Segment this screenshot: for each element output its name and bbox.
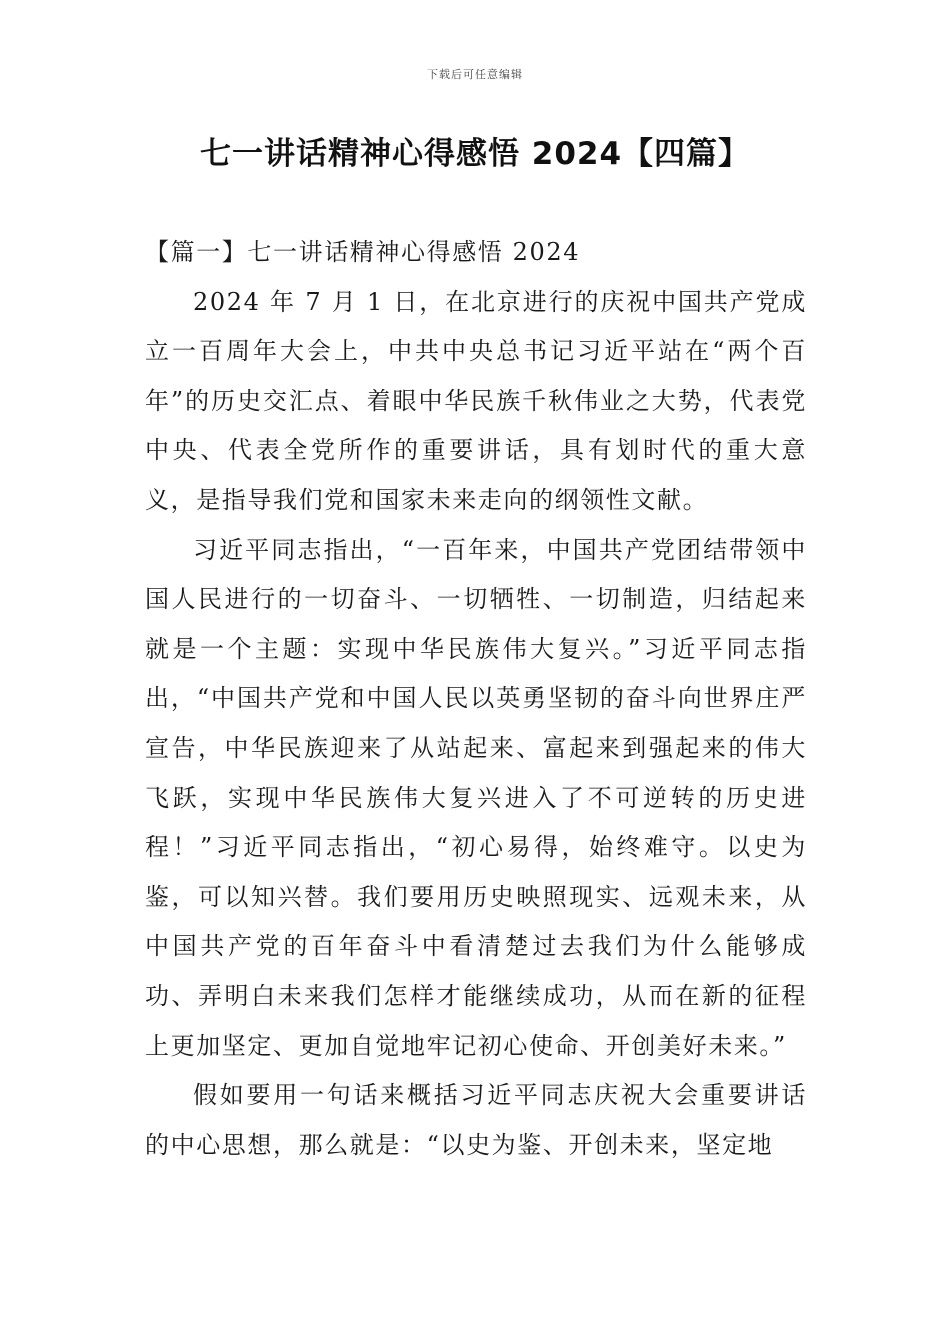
paragraph-2: 习近平同志指出，“一百年来，中国共产党团结带领中国人民进行的一切奋斗、一切牺牲、一切制造，归结起来就是一个主题：实现中华民族伟大复兴。”习近平同志指出，“中国共产党和中国人民以英勇坚韧的奋斗向世界庄严宣告，中华民族迎来了从站起来、富起来到强起来的伟大飞跃，实现中华民族伟大复兴进入了不可逆转的历史进程！”习近平同志指出，“初心易得，始终难守。以史为鉴，可以知兴替。我们要用历史映照现实、远观未来，从中国共产党的百年奋斗中看清楚过去我们为什么能够成功、弄明白未来我们怎样才能继续成功，从而在新的征程上更加坚定、更加自觉地牢记初心使命、开创美好未来。” bbox=[145, 535, 807, 1060]
header-note: 下载后可任意编辑 bbox=[427, 68, 523, 81]
section-heading: 【篇一】七一讲话精神心得感悟 2024 bbox=[145, 238, 581, 266]
paragraph-3: 假如要用一句话来概括习近平同志庆祝大会重要讲话的中心思想，那么就是：“以史为鉴、开创未来，坚定地 bbox=[145, 1081, 807, 1159]
document-title: 七一讲话精神心得感悟 2024【四篇】 bbox=[199, 136, 751, 172]
paragraph-1: 2024 年 7 月 1 日，在北京进行的庆祝中国共产党成立一百周年大会上，中共中央总书记习近平站在“两个百年”的历史交汇点、着眼中华民族千秋伟业之大势，代表党中央、代表全党所作的重要讲话，具有划时代的重大意义，是指导我们党和国家未来走向的纲领性文献。 bbox=[145, 287, 807, 514]
document-body bbox=[145, 228, 807, 1170]
